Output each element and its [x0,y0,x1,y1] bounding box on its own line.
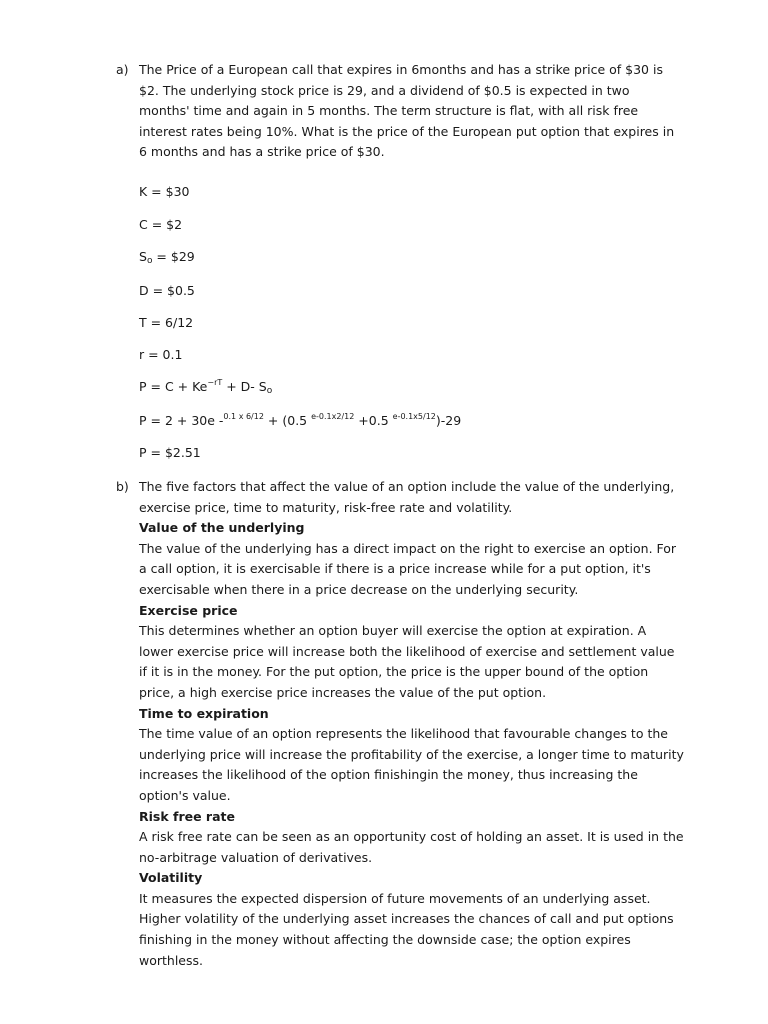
formula-subscript: o [266,386,273,396]
section-heading: Risk free rate [139,808,235,824]
result-line: P = $2.51 [139,445,201,460]
calc-part-2: + (0.5 [263,413,312,428]
call-price-line: C = $2 [139,217,183,232]
calc-part-1: P = 2 + 30e - [139,413,224,428]
stock-price-value: = $29 [152,249,195,264]
dividend-line: D = $0.5 [139,283,195,298]
formula-mid: + D- S [222,379,267,394]
list-marker-b: b) [116,479,129,494]
stock-price-subscript: o [146,256,153,266]
calc-exponent-1: 0.1 x 6/12 [223,412,264,421]
section-heading: Exercise price [139,602,238,618]
section-text: This determines whether an option buyer will exercise the option at expiration. A lower exercise price will increase both the likelihood of exercise and settlement value if it is in the money. For the put option, the price is the upper bound of the option price, a high exercise price increases the value of the put option. [139,623,675,700]
time-line: T = 6/12 [139,315,194,330]
part-b-body [139,477,684,971]
factors-intro: The five factors that affect the value of an option include the value of the underlying, exercise price, time to maturity, risk-free rate and volatility. [139,479,675,515]
rate-line: r = 0.1 [139,347,183,362]
section-text: The time value of an option represents the likelihood that favourable changes to the underlying price will increase the profitability of the exercise, a longer time to maturity increases the likelihood of the option finishingin the money, thus increasing the option's value. [139,726,684,803]
list-marker-a: a) [116,62,129,77]
calc-part-3: +0.5 [354,413,393,428]
section-heading: Volatility [139,870,203,886]
stock-price-line [139,249,195,265]
put-call-parity-formula [139,379,272,395]
section-text: The value of the underlying has a direct impact on the right to exercise an option. For a call option, it is exercisable if there is a price increase while for a put option, it's exercisable when there in a price decrease on the underlying security. [139,540,677,597]
question-text: The Price of a European call that expires in 6months and has a strike price of $30 is $2. The underlying stock price is 29, and a dividend of $0.5 is expected in two months' time and again in 5 months. The term structure is flat, with all risk free interest rates being 10%. What is the price of the European put option that expires in 6 months and has a strike price of $30. [139,62,675,160]
formula-lhs: P = C + Ke [139,379,208,394]
stock-price-symbol: S [139,249,147,264]
formula-exponent: −rT [207,378,223,387]
calc-exponent-2: e-0.1x2/12 [311,412,355,421]
section-heading: Time to expiration [139,705,269,721]
calc-part-4: )-29 [435,413,462,428]
section-text: It measures the expected dispersion of future movements of an underlying asset. Higher volatility of the underlying asset increases the chances of call and put options finishing in the money without affecting the downside case; the option expires worthless. [139,890,674,968]
strike-price-line: K = $30 [139,184,190,199]
calc-exponent-3: e-0.1x5/12 [392,412,436,421]
calculation-line [139,413,461,429]
section-heading: Value of the underlying [139,520,305,536]
section-text: A risk free rate can be seen as an opportunity cost of holding an asset. It is used in the no-arbitrage valuation of derivatives. [139,829,684,865]
